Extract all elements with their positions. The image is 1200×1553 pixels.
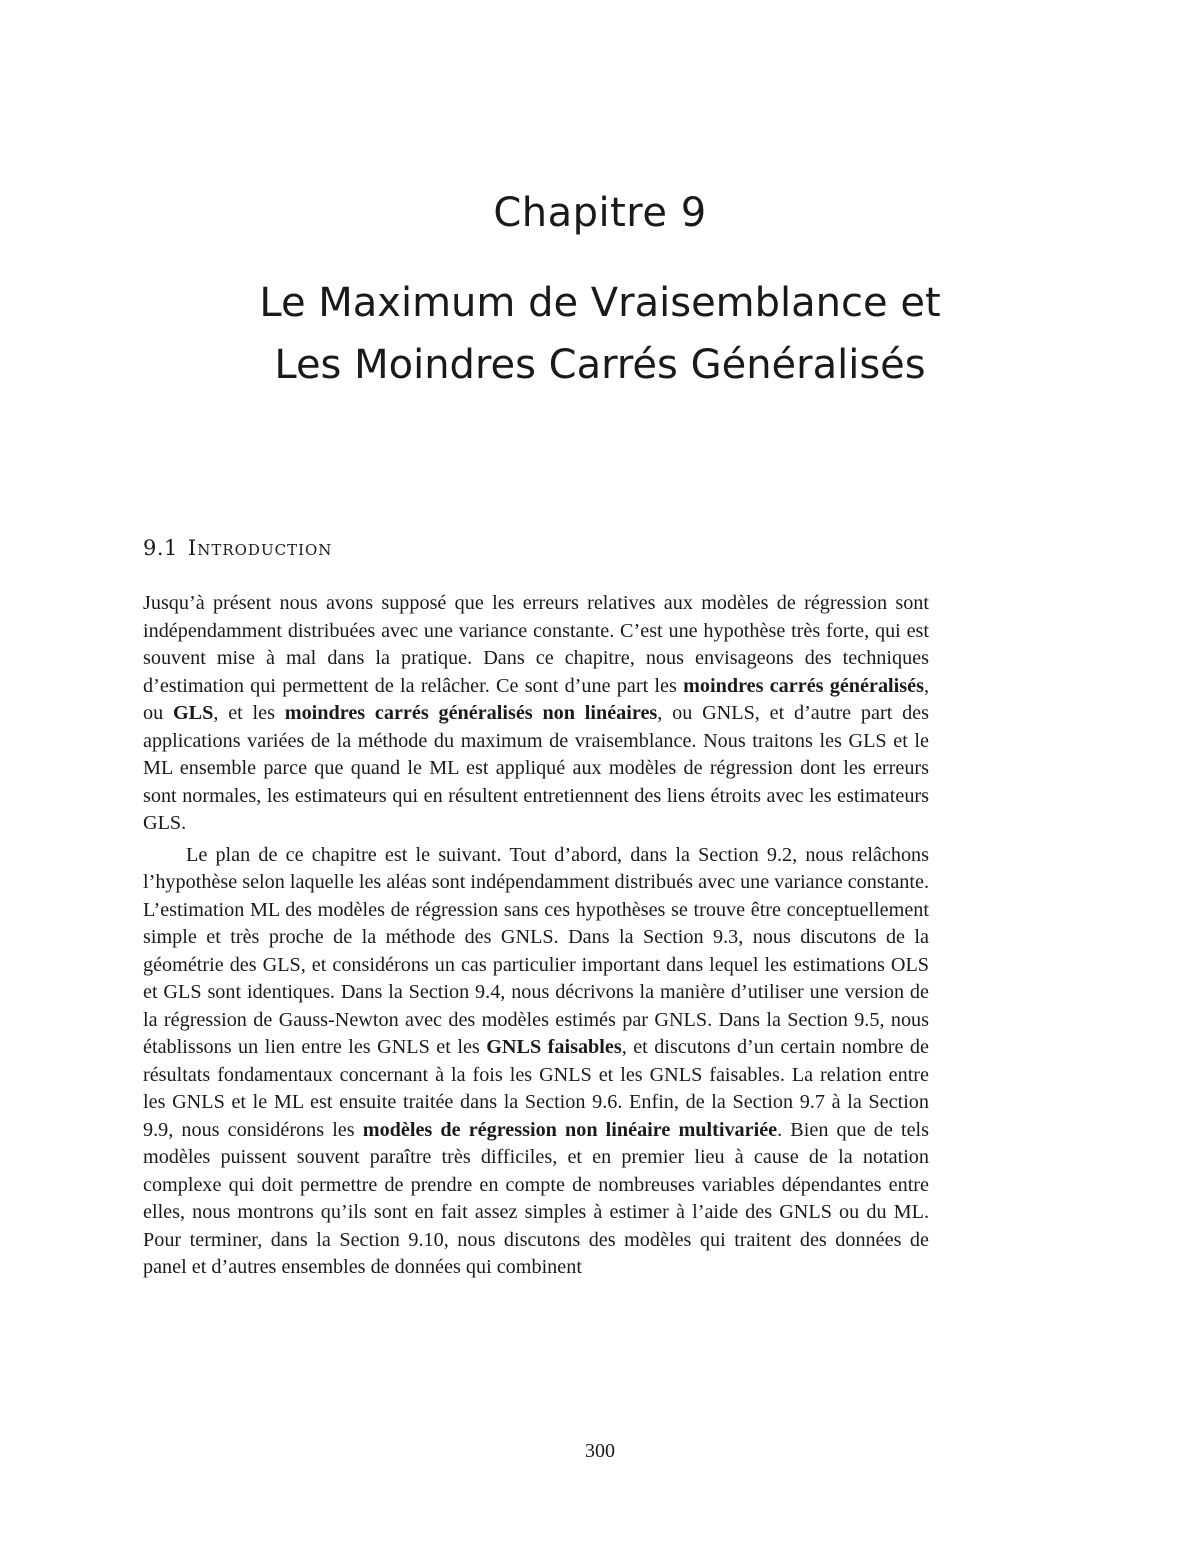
paragraph-1: [143, 590, 929, 838]
section-number: 9.1: [143, 536, 178, 560]
term-gls: GLS: [172, 702, 214, 724]
paragraph-2-text-2: , et discutons d’un certain nombre de résultats fondamentaux concernant à la fois les GNLS et les GNLS faisables. La relation entre les GNLS et le ML est ensuite traitée dans la Section 9.6. Enfin, de la Section 9.7 à la Section 9.9, nous considérons les: [143, 1036, 929, 1141]
paragraph-1-text-2: , ou: [143, 674, 929, 724]
chapter-title-line-2: Les Moindres Carrés Généralisés: [274, 342, 926, 388]
paragraph-1-text-3: , et les: [213, 702, 285, 724]
term-multivariate-models: modèles de régression non linéaire multivariée: [362, 1118, 778, 1141]
paragraph-1-text-4: , ou GNLS, et d’autre part des applications variées de la méthode du maximum de vraisemblance. Nous traitons les GLS et le ML ensemble parce que quand le ML est appliqué aux modèles de régression dont les erreurs sont normales, les estimateurs qui en résultent entretiennent des liens étroits avec les estimateurs GLS.: [143, 702, 929, 834]
term-gls-full: moindres carrés généralisés: [683, 674, 924, 697]
section-title: Introduction: [187, 536, 333, 560]
chapter-label: Chapitre 9: [493, 190, 707, 236]
paragraph-1-text-1: Jusqu’à présent nous avons supposé que les erreurs relatives aux modèles de régression sont indépendamment distribuées avec une variance constante. C’est une hypothèse très forte, qui est souvent mise à mal dans la pratique. Dans ce chapitre, nous envisageons des techniques d’estimation qui permettent de la relâcher. Ce sont d’une part les: [143, 592, 929, 697]
chapter-title: [0, 272, 1200, 396]
term-gnls-faisables: GNLS faisables: [486, 1036, 622, 1058]
paragraph-2: [143, 842, 929, 1282]
term-gnls-full: moindres carrés généralisés non linéaires: [284, 702, 658, 724]
paragraph-2-text-3: . Bien que de tels modèles puissent souvent paraître très difficiles, et en premier lieu à cause de la notation complexe qui doit permettre de prendre en compte de nombreuses variables dépendantes entre elles, nous montrons qu’ils sont en fait assez simples à estimer à l’aide des GNLS ou du ML. Pour terminer, dans la Section 9.10, nous discutons des modèles qui traitent des données de panel et d’autres ensembles de données qui combinent: [143, 1118, 929, 1278]
section-heading: [143, 536, 332, 560]
body-text: [143, 590, 929, 1282]
chapter-title-line-1: Le Maximum de Vraisemblance et: [259, 280, 941, 326]
page-number: 300: [585, 1440, 615, 1462]
paragraph-2-text-1: Le plan de ce chapitre est le suivant. Tout d’abord, dans la Section 9.2, nous relâchons l’hypothèse selon laquelle les aléas sont indépendamment distribués avec une variance constante. L’estimation ML des modèles de régression sans ces hypothèses se trouve être conceptuellement simple et très proche de la méthode des GNLS. Dans la Section 9.3, nous discutons de la géométrie des GLS, et considérons un cas particulier important dans lequel les estimations OLS et GLS sont identiques. Dans la Section 9.4, nous décrivons la manière d’utiliser une version de la régression de Gauss-Newton avec des modèles estimés par GNLS. Dans la Section 9.5, nous établissons un lien entre les GNLS et les: [143, 843, 929, 1058]
